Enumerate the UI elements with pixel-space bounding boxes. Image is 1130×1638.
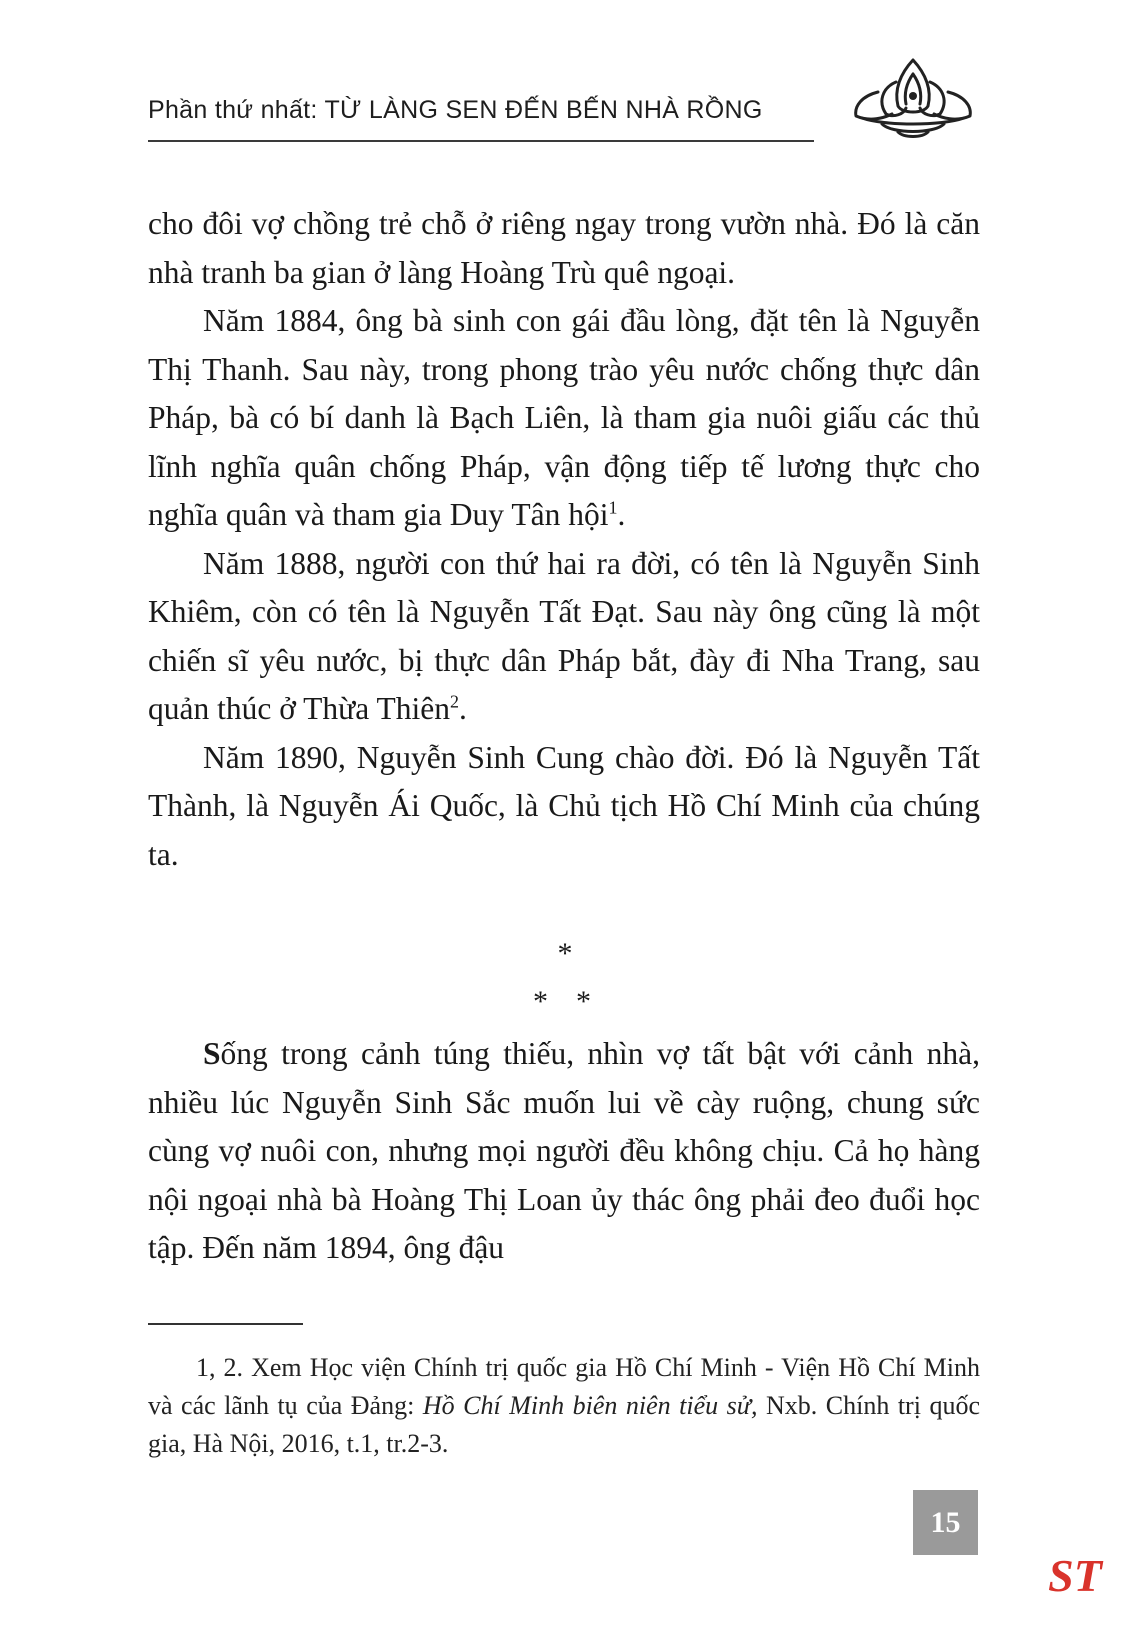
header-part-label: Phần thứ nhất: (148, 96, 325, 124)
footnote-text-b: Nxb. Chính trị quốc gia, Hà Nội, 2016, t.1, tr.2-3. (148, 1391, 980, 1458)
footnote-book-title: Hồ Chí Minh biên niên tiểu sử, (422, 1391, 758, 1420)
paragraph-3-text: Năm 1888, người con thứ hai ra đời, có tên là Nguyễn Sinh Khiêm, còn có tên là Nguyễn Tất Đạt. Sau này ông cũng là một chiến sĩ yêu nước, bị thực dân Pháp bắt, đày đi Nha Trang, sau quản thúc ở Thừa Thiên (148, 545, 980, 726)
footnote-text-a: 1, 2. Xem Học viện Chính trị quốc gia Hồ Chí Minh - Viện Hồ Chí Minh và các lãnh tụ của Đảng: (148, 1353, 980, 1420)
running-header (148, 96, 816, 125)
separator-star-top: * (557, 937, 573, 970)
footnote-ref-1: 1 (608, 497, 618, 518)
paragraph-4: Năm 1890, Nguyễn Sinh Cung chào đời. Đó là Nguyễn Tất Thành, là Nguyễn Ái Quốc, là Chủ tịch Hồ Chí Minh của chúng ta. (148, 739, 980, 872)
footnote-1-2 (148, 1349, 980, 1463)
st-logo-icon (1045, 1545, 1105, 1605)
paragraph-3 (148, 540, 980, 734)
header-part-title: TỪ LÀNG SEN ĐẾN BẾN NHÀ RỒNG (324, 96, 763, 124)
section-2-text (148, 1030, 980, 1273)
paragraph-2-text: Năm 1884, ông bà sinh con gái đầu lòng, đặt tên là Nguyễn Thị Thanh. Sau này, trong phong trào yêu nước chống thực dân Pháp, bà có bí danh là Bạch Liên, là tham gia nuôi giấu các thủ lĩnh nghĩa quân chống Pháp, vận động tiếp tế lương thực cho nghĩa quân và tham gia Duy Tân hội (148, 303, 980, 532)
paragraph-2 (148, 297, 980, 540)
body-text (148, 200, 980, 879)
footnote-rule (148, 1323, 303, 1325)
header-rule (148, 140, 814, 142)
footnote-ref-2: 2 (450, 691, 460, 712)
section-2-paragraph-1-text: ống trong cảnh túng thiếu, nhìn vợ tất bật với cảnh nhà, nhiều lúc Nguyễn Sinh Sắc muốn lui về cày ruộng, chung sức cùng vợ nuôi con, nhưng mọi người đều không chịu. Cả họ hàng nội ngoại nhà bà Hoàng Thị Loan ủy thác ông phải đeo đuổi học tập. Đến năm 1894, ông đậu (148, 1036, 980, 1265)
separator-stars-bottom: ** (533, 985, 619, 1018)
page-number: 15 (913, 1490, 978, 1555)
section-separator (0, 930, 1130, 1026)
lotus-icon (848, 52, 978, 142)
footnote (148, 1349, 980, 1463)
paragraph-2-end: . (617, 497, 626, 532)
section-2-paragraph-1 (148, 1030, 980, 1273)
paragraph-3-end: . (459, 691, 467, 726)
st-logo-text: ST (1048, 1550, 1102, 1601)
paragraph-1: cho đôi vợ chồng trẻ chỗ ở riêng ngay trong vườn nhà. Đó là căn nhà tranh ba gian ở làng Hoàng Trù quê ngoại. (148, 206, 980, 290)
dropcap-letter: S (203, 1036, 221, 1071)
